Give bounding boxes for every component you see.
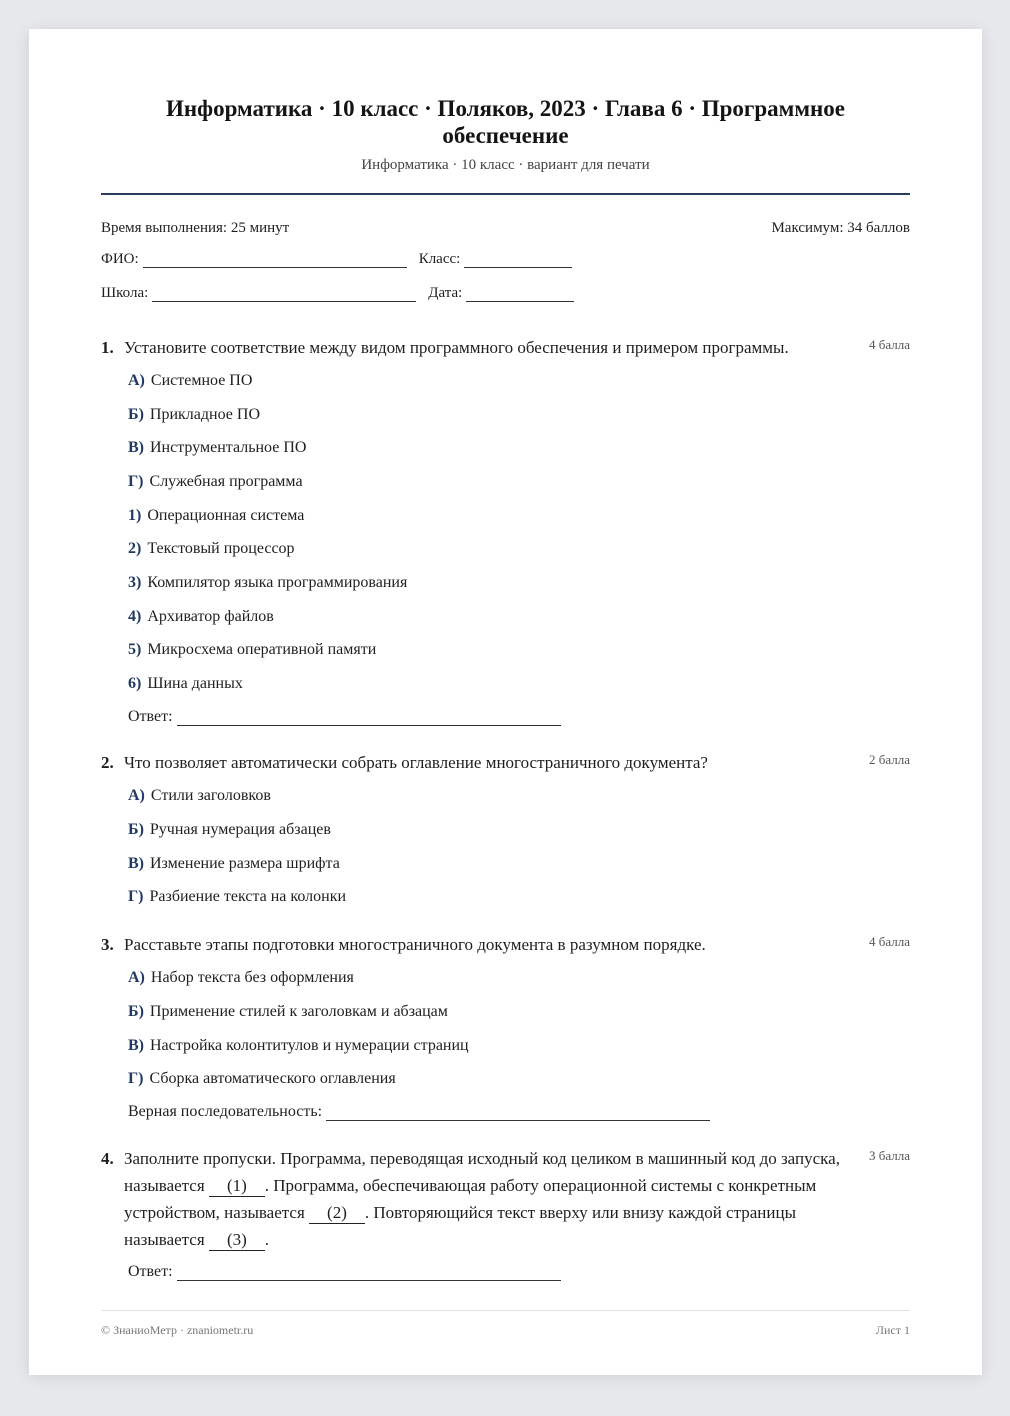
option-item[interactable] xyxy=(128,372,252,390)
option-text: Компилятор языка программирования xyxy=(147,574,408,591)
option-letter: Б) xyxy=(128,821,144,838)
fio-label: ФИО: xyxy=(101,251,139,267)
time-limit: Время выполнения: 25 минут xyxy=(101,220,290,236)
option-item[interactable] xyxy=(128,821,331,839)
option-item[interactable] xyxy=(128,1003,448,1021)
option-letter: 6) xyxy=(128,675,142,692)
option-item[interactable] xyxy=(128,969,354,987)
option-item[interactable] xyxy=(128,641,376,659)
option-letter: 2) xyxy=(128,540,142,557)
question-points: 4 балла xyxy=(869,337,910,352)
answer-label: Верная последовательность: xyxy=(128,1103,323,1120)
option-item[interactable] xyxy=(128,574,407,592)
option-item[interactable] xyxy=(128,888,346,906)
option-item[interactable] xyxy=(128,675,243,693)
option-letter: 4) xyxy=(128,608,142,625)
answer-label: Ответ: xyxy=(128,1263,173,1280)
question-4 xyxy=(101,1145,910,1253)
option-text: Шина данных xyxy=(147,675,243,692)
sequence-answer-row xyxy=(128,1103,710,1121)
option-letter: А) xyxy=(128,787,145,804)
option-item[interactable] xyxy=(128,507,304,525)
school-label: Школа: xyxy=(101,285,149,301)
option-text: Микросхема оперативной памяти xyxy=(147,641,377,658)
option-letter: Г) xyxy=(128,1070,144,1087)
page-subtitle: Информатика · 10 класс · вариант для печати xyxy=(361,157,650,173)
question-text: Заполните пропуски. Программа, переводящая исходный код целиком в машинный код до запуска, называется (1) . Программа, обеспечивающая работу операционной системы с конкретным устройством, называется (2) . Повторяющийся текст вверху или внизу каждой страницы называется (3) . xyxy=(124,1149,840,1249)
answer-row xyxy=(128,708,561,726)
question-points: 4 балла xyxy=(869,934,910,949)
option-letter: 5) xyxy=(128,641,142,658)
option-text: Ручная нумерация абзацев xyxy=(149,821,331,838)
question-text: Расставьте этапы подготовки многостраничного документа в разумном порядке. xyxy=(124,935,706,954)
option-item[interactable] xyxy=(128,540,295,558)
option-letter: В) xyxy=(128,855,144,872)
option-text: Стили заголовков xyxy=(150,787,271,804)
blank-3[interactable]: (3) xyxy=(209,1230,265,1251)
option-text: Прикладное ПО xyxy=(149,406,260,423)
fio-class-row xyxy=(101,251,572,268)
footer-copyright: © ЗнаниоМетр · znaniometr.ru xyxy=(101,1323,254,1337)
option-text: Служебная программа xyxy=(149,473,303,490)
footer-sheet-number: Лист 1 xyxy=(875,1323,910,1337)
question-text: Что позволяет автоматически собрать оглавление многостраничного документа? xyxy=(124,753,708,772)
question-points: 2 балла xyxy=(869,752,910,767)
option-letter: Г) xyxy=(128,473,144,490)
option-text: Операционная система xyxy=(147,507,305,524)
question-2 xyxy=(101,749,910,776)
header-divider xyxy=(101,193,910,195)
question-3 xyxy=(101,931,910,958)
option-item[interactable] xyxy=(128,855,340,873)
footer-divider xyxy=(101,1310,910,1311)
option-letter: Г) xyxy=(128,888,144,905)
answer-field[interactable] xyxy=(326,1103,710,1121)
question-number: 4. xyxy=(101,1149,114,1168)
option-text: Разбиение текста на колонки xyxy=(149,888,347,905)
option-text: Набор текста без оформления xyxy=(150,969,354,986)
max-score: Максимум: 34 баллов xyxy=(771,220,910,236)
option-text: Архиватор файлов xyxy=(147,608,274,625)
option-text: Инструментальное ПО xyxy=(150,439,307,456)
option-letter: А) xyxy=(128,969,145,986)
option-text: Текстовый процессор xyxy=(147,540,295,557)
school-date-row xyxy=(101,285,574,302)
option-text: Настройка колонтитулов и нумерации страниц xyxy=(150,1037,469,1054)
date-field[interactable] xyxy=(466,285,574,302)
option-letter: Б) xyxy=(128,406,144,423)
option-item[interactable] xyxy=(128,406,260,424)
option-letter: 3) xyxy=(128,574,142,591)
option-letter: В) xyxy=(128,1037,144,1054)
page-title: Информатика · 10 класс · Поляков, 2023 · Глава 6 · Программное обеспечение xyxy=(166,96,845,148)
answer-row xyxy=(128,1263,561,1281)
question-number: 3. xyxy=(101,935,114,954)
option-item[interactable] xyxy=(128,473,303,491)
option-letter: В) xyxy=(128,439,144,456)
answer-field[interactable] xyxy=(177,1263,561,1281)
school-field[interactable] xyxy=(152,285,416,302)
worksheet-page xyxy=(29,29,982,1375)
option-letter: А) xyxy=(128,372,145,389)
question-number: 2. xyxy=(101,753,114,772)
question-number: 1. xyxy=(101,338,114,357)
question-text: Установите соответствие между видом программного обеспечения и примером программы. xyxy=(124,338,789,357)
fio-field[interactable] xyxy=(143,251,407,268)
blank-2[interactable]: (2) xyxy=(309,1203,365,1224)
question-1 xyxy=(101,334,910,361)
option-item[interactable] xyxy=(128,439,306,457)
option-text: Применение стилей к заголовкам и абзацам xyxy=(149,1003,448,1020)
answer-field[interactable] xyxy=(177,708,561,726)
option-text: Системное ПО xyxy=(150,372,253,389)
option-item[interactable] xyxy=(128,608,274,626)
option-item[interactable] xyxy=(128,1037,469,1055)
class-field[interactable] xyxy=(464,251,572,268)
question-points: 3 балла xyxy=(869,1148,910,1163)
option-item[interactable] xyxy=(128,787,271,805)
option-text: Сборка автоматического оглавления xyxy=(149,1070,396,1087)
option-text: Изменение размера шрифта xyxy=(150,855,340,872)
option-item[interactable] xyxy=(128,1070,396,1088)
answer-label: Ответ: xyxy=(128,708,173,725)
option-letter: 1) xyxy=(128,507,142,524)
class-label: Класс: xyxy=(418,251,461,267)
option-letter: Б) xyxy=(128,1003,144,1020)
blank-1[interactable]: (1) xyxy=(209,1176,265,1197)
date-label: Дата: xyxy=(428,285,463,301)
